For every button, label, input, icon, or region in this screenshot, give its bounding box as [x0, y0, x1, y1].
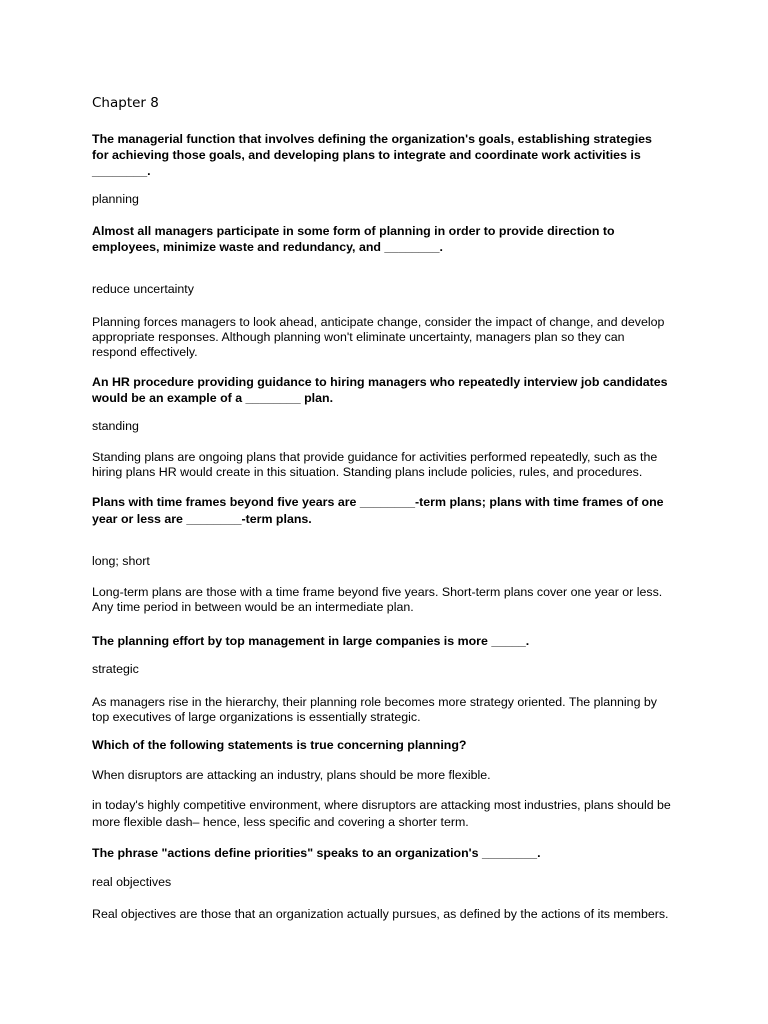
explanation-text: hiring plans HR would create in this situation. Standing plans include policies, rules, and procedures. — [92, 465, 643, 479]
chapter-title: Chapter 8 — [92, 95, 159, 111]
question-text: would be an example of a ________ plan. — [92, 391, 334, 405]
explanation-text: As managers rise in the hierarchy, their planning role becomes more strategy oriented. The planning by — [92, 695, 657, 709]
explanation-text: appropriate responses. Although planning won't eliminate uncertainty, managers plan so they can — [92, 330, 625, 344]
explanation-text: Long-term plans are those with a time frame beyond five years. Short-term plans cover one year or less. — [92, 585, 663, 599]
question-text: ________. — [92, 164, 151, 178]
answer-text: long; short — [92, 554, 150, 568]
question-text: employees, minimize waste and redundancy, and ________. — [92, 240, 443, 254]
explanation-text: Any time period in between would be an intermediate plan. — [92, 600, 414, 614]
question-text: Plans with time frames beyond five years are ________-term plans; plans with time frames of one — [92, 495, 664, 509]
question-text: for achieving those goals, and developing plans to integrate and coordinate work activities is — [92, 148, 641, 162]
explanation-text: top executives of large organizations is essentially strategic. — [92, 710, 421, 724]
answer-text: strategic — [92, 662, 139, 676]
question-text: Almost all managers participate in some form of planning in order to provide direction to — [92, 224, 615, 238]
explanation-text: respond effectively. — [92, 345, 198, 359]
question-text: An HR procedure providing guidance to hiring managers who repeatedly interview job candidates — [92, 375, 668, 389]
explanation-text: Planning forces managers to look ahead, anticipate change, consider the impact of change, and develop — [92, 315, 665, 329]
answer-text: reduce uncertainty — [92, 282, 194, 296]
question-text: The planning effort by top management in large companies is more _____. — [92, 634, 530, 648]
question-text: Which of the following statements is true concerning planning? — [92, 738, 467, 752]
answer-text: standing — [92, 419, 139, 433]
explanation-text: in today's highly competitive environment, where disruptors are attacking most industries, plans should be — [92, 798, 671, 812]
explanation-text: Standing plans are ongoing plans that provide guidance for activities performed repeatedly, such as the — [92, 450, 658, 464]
document-page — [92, 0, 692, 1024]
question-text: year or less are ________-term plans. — [92, 512, 312, 526]
question-text: The managerial function that involves defining the organization's goals, establishing strategies — [92, 132, 652, 146]
answer-text: planning — [92, 192, 139, 206]
explanation-text: Real objectives are those that an organization actually pursues, as defined by the actions of its members. — [92, 907, 669, 921]
answer-text: When disruptors are attacking an industry, plans should be more flexible. — [92, 768, 491, 782]
question-text: The phrase "actions define priorities" speaks to an organization's ________. — [92, 846, 541, 860]
explanation-text: more flexible dash– hence, less specific and covering a shorter term. — [92, 815, 469, 829]
answer-text: real objectives — [92, 875, 172, 889]
